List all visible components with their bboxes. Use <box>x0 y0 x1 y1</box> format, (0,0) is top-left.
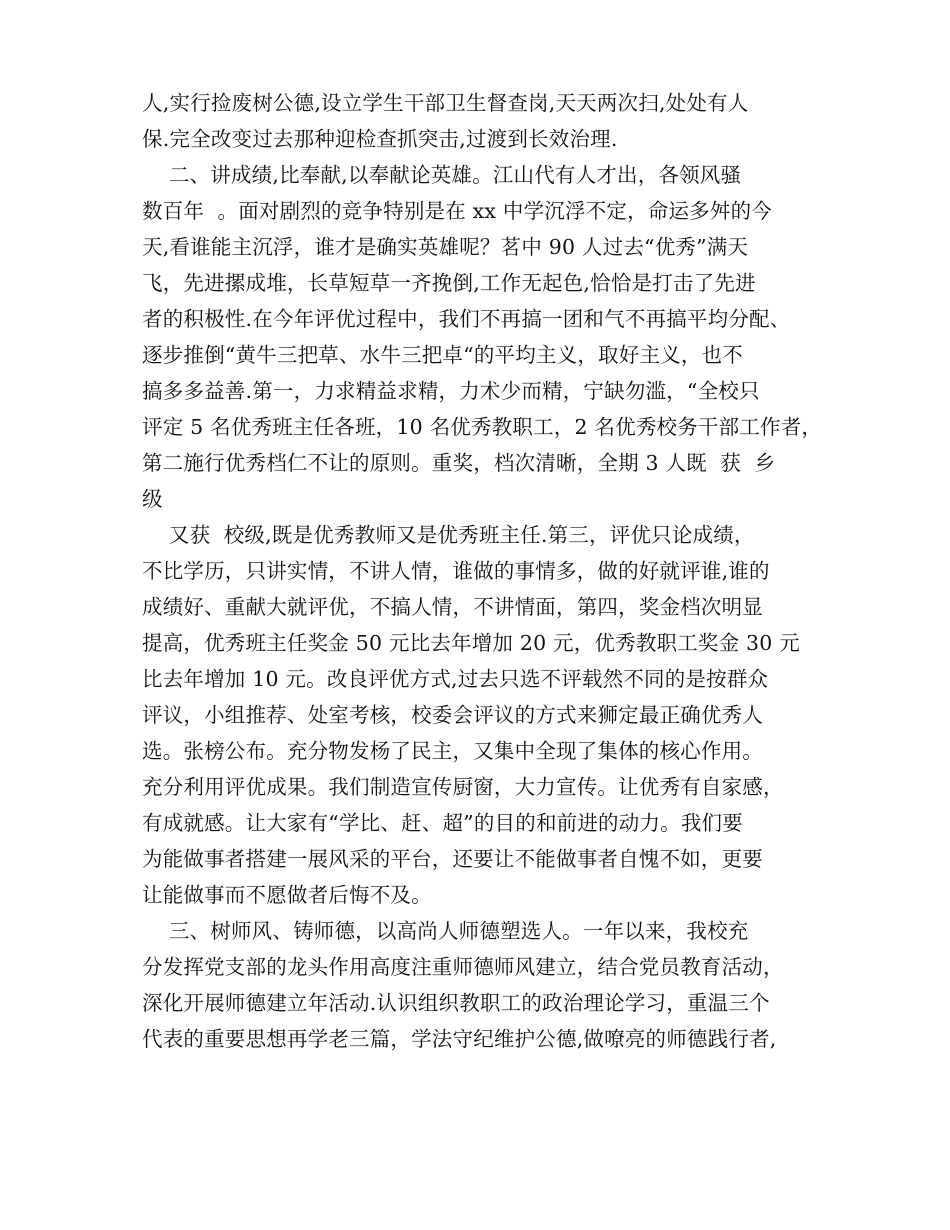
text-line: 提高，优秀班主任奖金 50 元比去年增加 20 元，优秀教职工奖金 30 元 <box>142 631 800 655</box>
text-line: 深化开展师德建立年活动.认识组织教职工的政治理论学习，重温三个 <box>142 991 770 1015</box>
text-line: 选。张榜公布。充分物发杨了民主，又集中全现了集体的核心作用。 <box>142 739 763 763</box>
text-line: 有成就感。让大家有“学比、赶、超”的目的和前进的动力。我们要 <box>142 811 743 835</box>
text-line: 比去年增加 10 元。改良评优方式,过去只选不评载然不同的是按群众 <box>142 667 769 691</box>
text-line: 者的积极性.在今年评优过程中，我们不再搞一团和气不再搞平均分配、 <box>142 307 791 331</box>
text-line: 为能做事者搭建一展风采的平台，还要让不能做事者自愧不如，更要 <box>142 847 763 871</box>
text-line: 保.完全改变过去那种迎检查抓突击,过渡到长效治理. <box>142 127 618 151</box>
text-line: 成绩好、重献大就评优，不搞人情，不讲情面，第四，奖金档次明显 <box>142 595 763 619</box>
text-line: 让能做事而不愿做者后悔不及。 <box>142 883 432 907</box>
text-line: 又获 校级,既是优秀教师又是优秀班主任.第三，评优只论成绩， <box>142 523 755 547</box>
text-line: 评议，小组推荐、处室考核，校委会评议的方式来狮定最正确优秀人 <box>142 703 763 727</box>
text-line: 搞多多益善.第一，力求精益求精，力术少而精，宁缺勿滥，“全校只 <box>142 379 760 403</box>
text-line: 飞，先进摞成堆，长草短草一齐挽倒,工作无起色,恰恰是打击了先进 <box>142 271 756 295</box>
text-line: 天,看谁能主沉浮，谁才是确实英雄呢？茗中 90 人过去“优秀”满天 <box>142 235 749 259</box>
text-line: 第二施行优秀档仁不让的原则。重奖，档次清晰，全期 3 人既 获 乡 <box>142 451 776 475</box>
text-line: 逐步推倒“黄牛三把草、水牛三把卓“的平均主义，取好主义，也不 <box>142 343 743 367</box>
text-line: 充分利用评优成果。我们制造宣传厨窗，大力宣传。让优秀有自家感， <box>142 775 784 799</box>
text-line: 代表的重要思想再学老三篇，学法守纪维护公德,做嘹亮的师德践行者, <box>142 1027 777 1051</box>
text-line: 数百年 。面对剧烈的竞争特别是在 xx 中学沉浮不定，命运多舛的今 <box>142 199 772 223</box>
document-body <box>142 85 832 1057</box>
text-line: 分发挥党支部的龙头作用高度注重师德师风建立，结合党员教育活动， <box>142 955 784 979</box>
text-line: 级 <box>142 487 163 511</box>
text-line: 不比学历，只讲实情，不讲人情，谁做的事情多，做的好就评谁,谁的 <box>142 559 770 583</box>
text-line: 人,实行捡废树公德,设立学生干部卫生督查岗,天天两次扫,处处有人 <box>142 91 749 115</box>
text-line: 二、讲成绩,比奉献,以奉献论英雄。江山代有人才出，各领风骚 <box>142 163 742 187</box>
text-line: 三、树师风、铸师德，以高尚人师德塑选人。一年以来，我校充 <box>142 919 749 943</box>
text-line: 评定 5 名优秀班主任各班，10 名优秀教职工，2 名优秀校务干部工作者， <box>142 415 823 439</box>
